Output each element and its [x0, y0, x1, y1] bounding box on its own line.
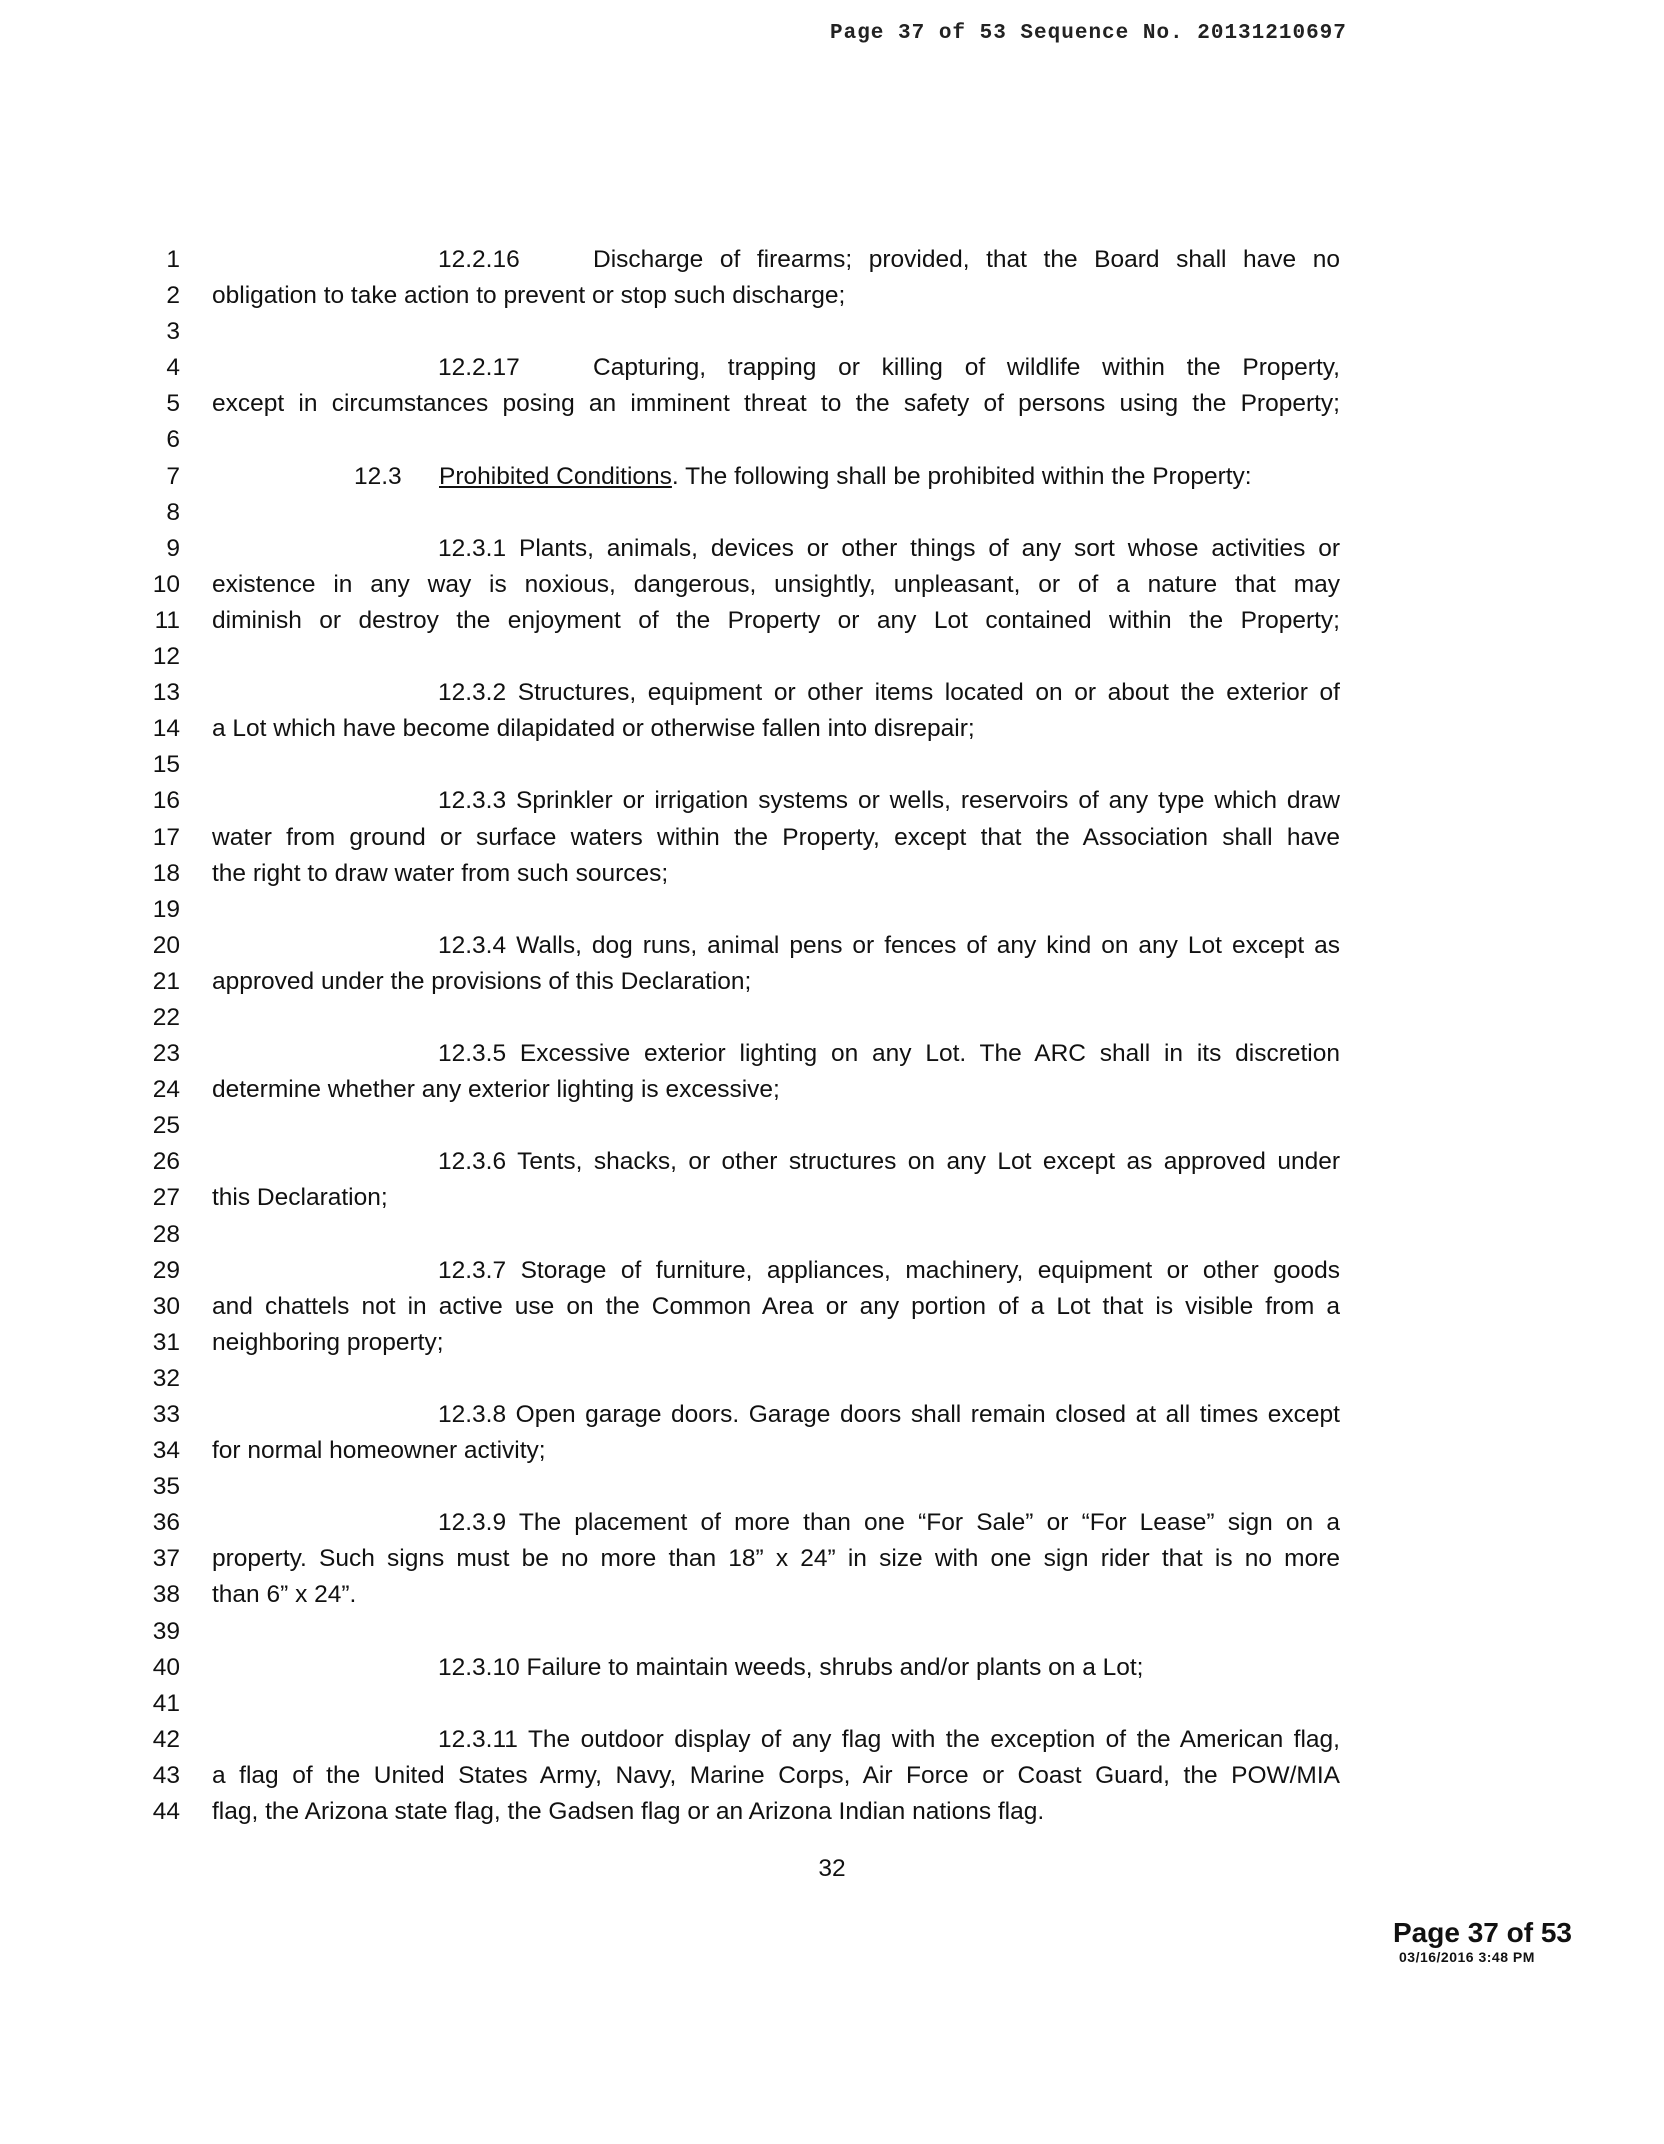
- document-line: [150, 964, 1340, 1000]
- line-text: and chattels not in active use on the Common Area or any portion of a Lot that is visible from a: [212, 1292, 1340, 1320]
- stamp-page: Page 37 of 53: [1393, 1917, 1572, 1948]
- document-line: [150, 422, 1340, 458]
- line-text: a Lot which have become dilapidated or otherwise fallen into disrepair;: [212, 715, 975, 743]
- line-text: 12.3.3 Sprinkler or irrigation systems or wells, reservoirs of any type which draw: [438, 787, 1340, 815]
- line-text: 12.3.11 The outdoor display of any flag with the exception of the American flag,: [438, 1725, 1340, 1753]
- document-body: [150, 242, 1340, 1830]
- line-text: 12.3.9 The placement of more than one “For Sale” or “For Lease” sign on a: [438, 1509, 1340, 1537]
- line-number: 31: [152, 1328, 180, 1356]
- document-line: [150, 1541, 1340, 1577]
- document-line: [150, 1722, 1340, 1758]
- document-line: [150, 928, 1340, 964]
- document-line: [150, 1072, 1340, 1108]
- document-line: [150, 1614, 1340, 1650]
- line-text: obligation to take action to prevent or stop such discharge;: [212, 282, 846, 310]
- line-number: 20: [152, 931, 180, 959]
- line-number: 4: [166, 354, 180, 382]
- document-line: [150, 350, 1340, 386]
- line-text: a flag of the United States Army, Navy, Marine Corps, Air Force or Coast Guard, the POW/MIA: [212, 1761, 1340, 1789]
- document-line: [150, 711, 1340, 747]
- line-number: 23: [152, 1040, 180, 1068]
- line-number: 34: [152, 1437, 180, 1465]
- line-number: 35: [152, 1473, 180, 1501]
- document-line: [150, 1253, 1340, 1289]
- document-line: [150, 820, 1340, 856]
- page-number: 32: [818, 1855, 846, 1882]
- document-line: [150, 1794, 1340, 1830]
- document-line: [150, 1325, 1340, 1361]
- line-number: 16: [152, 787, 180, 815]
- line-text: existence in any way is noxious, dangerous, unsightly, unpleasant, or of a nature that may: [212, 570, 1340, 598]
- line-number: 24: [152, 1076, 180, 1104]
- document-line: [150, 242, 1340, 278]
- document-line: [150, 1433, 1340, 1469]
- document-line: [150, 892, 1340, 928]
- document-line: [150, 1000, 1340, 1036]
- line-number: 43: [152, 1761, 180, 1789]
- line-text: 12.3.5 Excessive exterior lighting on any Lot. The ARC shall in its discretion: [438, 1040, 1340, 1068]
- document-line: [150, 278, 1340, 314]
- line-number: 9: [166, 534, 180, 562]
- section-number: 12.2.17: [438, 354, 520, 382]
- line-text: Discharge of firearms; provided, that the Board shall have no: [593, 246, 1340, 273]
- document-line: [150, 1686, 1340, 1722]
- line-number: 27: [152, 1184, 180, 1212]
- line-number: 13: [152, 679, 180, 707]
- line-number: 3: [166, 318, 180, 346]
- line-text: 12.3.4 Walls, dog runs, animal pens or fences of any kind on any Lot except as: [438, 931, 1340, 959]
- line-number: 42: [152, 1725, 180, 1753]
- line-text: 12.3.6 Tents, shacks, or other structures on any Lot except as approved under: [438, 1148, 1340, 1176]
- line-number: 11: [154, 606, 180, 634]
- section-title: Prohibited Conditions: [439, 462, 672, 490]
- document-line: [150, 1505, 1340, 1541]
- document-line: [150, 531, 1340, 567]
- line-text: diminish or destroy the enjoyment of the Property or any Lot contained within the Property;: [212, 606, 1340, 634]
- line-number: 19: [152, 895, 180, 923]
- line-number: 33: [152, 1401, 180, 1428]
- document-line: [150, 747, 1340, 783]
- stamp-datetime: 03/16/2016 3:48 PM: [1399, 1949, 1535, 1965]
- document-line: [150, 495, 1340, 531]
- line-number: 15: [152, 751, 180, 779]
- line-number: 22: [152, 1003, 180, 1031]
- line-number: 36: [152, 1509, 180, 1537]
- recording-stamp: [1393, 1917, 1593, 1965]
- line-text: except in circumstances posing an imminent threat to the safety of persons using the Property;: [212, 390, 1340, 418]
- line-number: 32: [152, 1364, 180, 1392]
- document-line: [150, 1217, 1340, 1253]
- sequence-header: Page 37 of 53 Sequence No. 20131210697: [830, 22, 1347, 45]
- line-number: 7: [166, 462, 180, 490]
- line-text: neighboring property;: [212, 1328, 444, 1356]
- line-number: 44: [152, 1798, 180, 1826]
- line-text: this Declaration;: [212, 1184, 388, 1212]
- document-line: [150, 1289, 1340, 1325]
- line-text: determine whether any exterior lighting is excessive;: [212, 1076, 780, 1104]
- line-number: 26: [152, 1148, 180, 1176]
- line-number: 39: [152, 1617, 180, 1645]
- line-number: 25: [152, 1112, 180, 1140]
- line-number: 18: [152, 859, 180, 887]
- document-line: [150, 1180, 1340, 1216]
- line-number: 14: [152, 715, 180, 743]
- line-number: 38: [152, 1581, 180, 1609]
- line-number: 6: [166, 426, 180, 454]
- line-text: for normal homeowner activity;: [212, 1437, 546, 1465]
- line-number: 29: [152, 1256, 180, 1284]
- line-number: 37: [152, 1545, 180, 1573]
- line-text: 12.3.7 Storage of furniture, appliances, machinery, equipment or other goods: [438, 1256, 1340, 1284]
- document-line: [150, 1758, 1340, 1794]
- line-number: 2: [166, 282, 180, 310]
- line-text: 12.3.2 Structures, equipment or other items located on or about the exterior of: [438, 679, 1340, 707]
- document-line: [150, 1650, 1340, 1686]
- line-number: 41: [152, 1689, 180, 1717]
- document-line: [150, 459, 1340, 495]
- document-line: [150, 314, 1340, 350]
- line-text: approved under the provisions of this Declaration;: [212, 967, 752, 995]
- document-line: [150, 567, 1340, 603]
- document-line: [150, 1361, 1340, 1397]
- line-number: 17: [152, 823, 180, 851]
- document-line: [150, 639, 1340, 675]
- document-line: [150, 1577, 1340, 1613]
- document-line: [150, 1144, 1340, 1180]
- document-line: [150, 603, 1340, 639]
- line-text: the right to draw water from such sources;: [212, 859, 669, 887]
- line-text: flag, the Arizona state flag, the Gadsen flag or an Arizona Indian nations flag.: [212, 1798, 1045, 1826]
- document-line: [150, 1108, 1340, 1144]
- line-number: 21: [152, 967, 180, 995]
- document-line: [150, 1036, 1340, 1072]
- line-number: 8: [166, 498, 180, 526]
- document-line: [150, 1397, 1340, 1433]
- line-number: 5: [166, 390, 180, 418]
- line-text: 12.3.1 Plants, animals, devices or other things of any sort whose activities or: [438, 534, 1340, 562]
- document-line: [150, 386, 1340, 422]
- line-text: water from ground or surface waters within the Property, except that the Association shall have: [212, 823, 1340, 851]
- line-number: 28: [152, 1220, 180, 1248]
- line-number: 12: [152, 643, 180, 671]
- line-number: 40: [152, 1653, 180, 1681]
- line-number: 1: [166, 246, 180, 273]
- line-number: 30: [152, 1292, 180, 1320]
- line-text: property. Such signs must be no more than 18” x 24” in size with one sign rider that is no more: [212, 1545, 1340, 1573]
- line-text: Capturing, trapping or killing of wildlife within the Property,: [593, 354, 1340, 382]
- section-number: 12.2.16: [438, 246, 520, 273]
- document-line: [150, 675, 1340, 711]
- line-text: . The following shall be prohibited within the Property:: [671, 462, 1252, 490]
- document-line: [150, 1469, 1340, 1505]
- line-text: 12.3.8 Open garage doors. Garage doors shall remain closed at all times except: [438, 1401, 1340, 1428]
- section-number: 12.3: [354, 462, 402, 490]
- line-number: 10: [152, 570, 180, 598]
- line-text: than 6” x 24”.: [212, 1581, 357, 1609]
- line-text: 12.3.10 Failure to maintain weeds, shrubs and/or plants on a Lot;: [438, 1653, 1144, 1681]
- document-line: [150, 783, 1340, 819]
- document-line: [150, 856, 1340, 892]
